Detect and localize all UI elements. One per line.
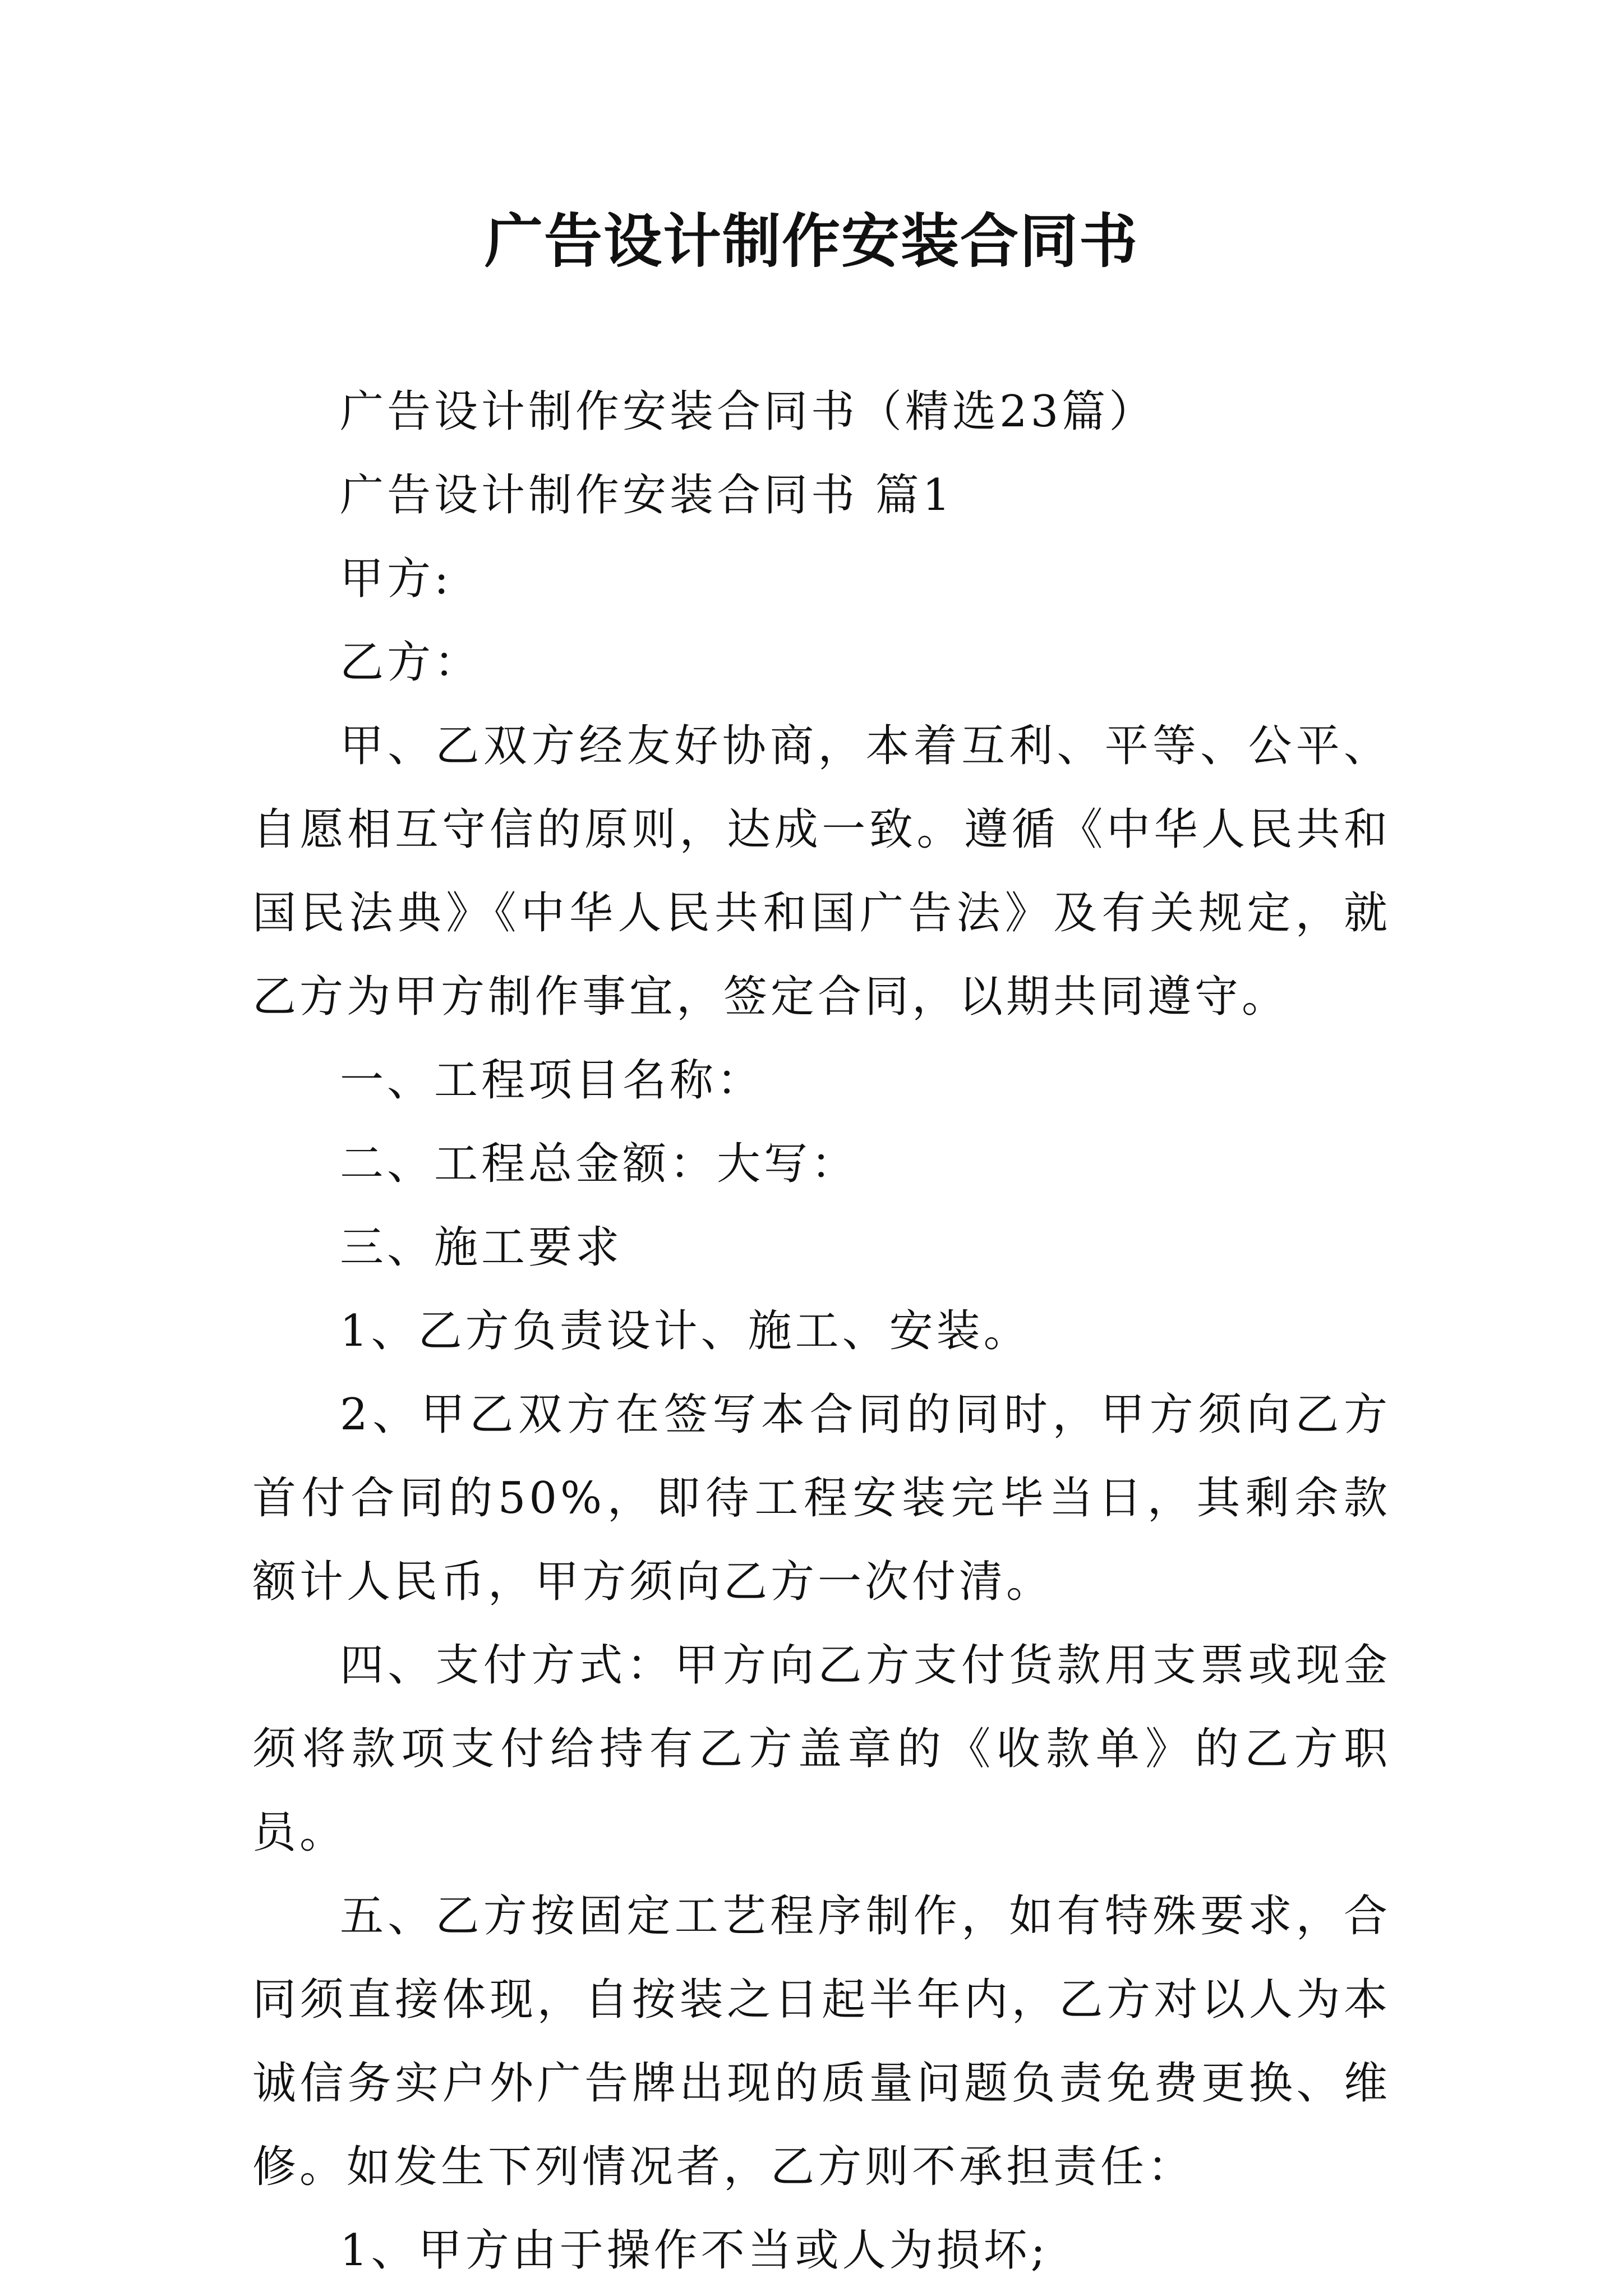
paragraph-construction-requirements: 三、施工要求 bbox=[340, 1222, 623, 1273]
paragraph-party-b: 乙方： bbox=[340, 637, 482, 688]
paragraph-payment-method: 四、支付方式：甲方向乙方支付货款用支票或现金须将款项支付给持有乙方盖章的《收款单》的乙方职员。 bbox=[252, 1640, 1391, 1858]
document-title: 广告设计制作安装合同书 bbox=[484, 207, 1138, 275]
paragraph-section-heading: 广告设计制作安装合同书 篇1 bbox=[340, 470, 954, 521]
paragraph-total-amount: 二、工程总金额：大写： bbox=[340, 1139, 859, 1189]
paragraph-collection-title: 广告设计制作安装合同书（精选23篇） bbox=[340, 386, 1156, 437]
paragraph-warranty: 五、乙方按固定工艺程序制作，如有特殊要求，合同须直接体现，自按装之日起半年内，乙方对以人为本诚信务实户外广告牌出现的质量问题负责免费更换、维修。如发生下列情况者，乙方则不承担责任： bbox=[252, 1891, 1391, 2192]
paragraph-party-a: 甲方: bbox=[340, 554, 453, 604]
paragraph-requirement-1: 1、乙方负责设计、施工、安装。 bbox=[340, 1306, 1031, 1356]
paragraph-project-name: 一、工程项目名称： bbox=[340, 1055, 764, 1106]
document-body bbox=[252, 370, 1391, 2293]
paragraph-requirement-2: 2、甲乙双方在签写本合同的同时，甲方须向乙方首付合同的50%，即待工程安装完毕当日，其剩余款额计人民币，甲方须向乙方一次付清。 bbox=[252, 1389, 1391, 1607]
paragraph-exclusion-1: 1、甲方由于操作不当或人为损坏; bbox=[340, 2225, 1049, 2276]
paragraph-preamble: 甲、乙双方经友好协商，本着互利、平等、公平、自愿相互守信的原则，达成一致。遵循《中华人民共和国民法典》《中华人民共和国广告法》及有关规定，就乙方为甲方制作事宜，签定合同，以期共同遵守。 bbox=[252, 721, 1391, 1022]
